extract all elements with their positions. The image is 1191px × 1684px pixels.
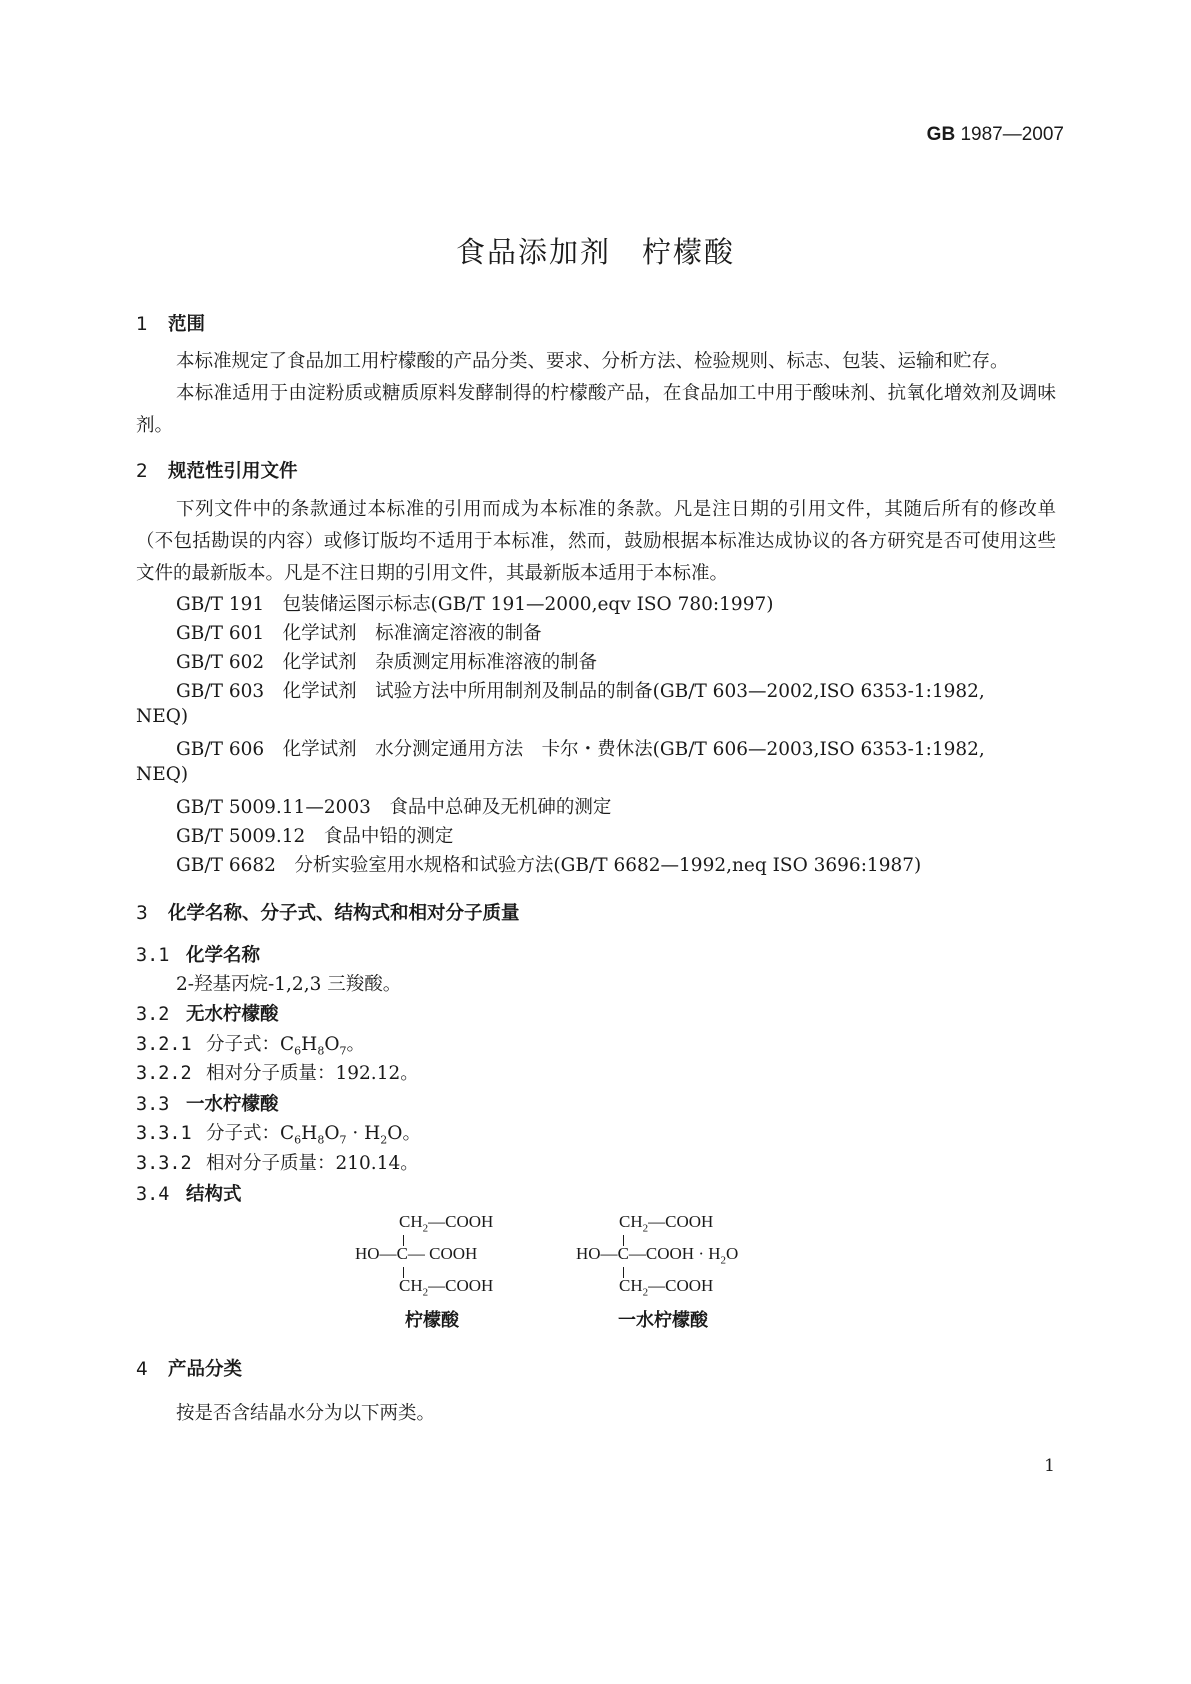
reference-item-continued: NEQ) [136,764,189,785]
subsection-3-2-1: 3.2.1 分子式：$C_6H_8O_7$。 [136,1034,365,1058]
section-1-paragraph-2: 本标准适用于由淀粉质或糖质原料发酵制得的柠檬酸产品，在食品加工中用于酸味剂、抗氧化增效剂及调味剂。 [136,383,1056,436]
structure-caption: 一水柠檬酸 [618,1310,708,1331]
molecular-formula: $C_6H_8O_7 \cdot H_2O$。 [280,1123,421,1147]
subsection-3-3-heading: 3.3 一水柠檬酸 [136,1094,279,1115]
standard-prefix: GB [926,124,956,145]
subsection-3-3-2: 3.3.2 相对分子质量：210.14。 [136,1153,419,1174]
page-number: 1 [1044,1456,1055,1476]
section-2-heading: 2 规范性引用文件 [136,461,298,482]
subsection-3-2-2: 3.2.2 相对分子质量：192.12。 [136,1063,419,1084]
reference-item: GB/T 606 化学试剂 水分测定通用方法 卡尔・费休法(GB/T 606—2003,ISO 6353-1:1982, [176,739,985,760]
structure-bottom-group: $CH_2—COOH$ [619,1276,714,1299]
section-1-paragraph-1: 本标准规定了食品加工用柠檬酸的产品分类、要求、分析方法、检验规则、标志、包装、运输和贮存。 [176,351,1009,372]
reference-item: GB/T 601 化学试剂 标准滴定溶液的制备 [176,623,542,644]
structure-middle-group: HO—C— COOH [355,1244,478,1263]
subsection-3-4-heading: 3.4 结构式 [136,1184,242,1205]
section-4-paragraph: 按是否含结晶水分为以下两类。 [176,1403,436,1424]
subsection-3-1-heading: 3.1 化学名称 [136,945,261,966]
section-1-heading: 1 范围 [136,314,206,335]
subsection-3-2-heading: 3.2 无水柠檬酸 [136,1004,279,1025]
reference-item: GB/T 5009.12 食品中铅的测定 [176,826,454,847]
structure-middle-group: HO—C—COOH · $H_2O$ [576,1244,739,1267]
structure-top-group: $CH_2—COOH$ [619,1212,714,1235]
document-title: 食品添加剂 柠檬酸 [455,235,735,269]
section-4-heading: 4 产品分类 [136,1359,243,1380]
structure-caption: 柠檬酸 [405,1310,459,1331]
reference-item: GB/T 603 化学试剂 试验方法中所用制剂及制品的制备(GB/T 603—2002,ISO 6353-1:1982, [176,681,985,702]
structure-bottom-group: $CH_2—COOH$ [399,1276,494,1299]
reference-item: GB/T 5009.11—2003 食品中总砷及无机砷的测定 [176,797,612,818]
reference-item: GB/T 6682 分析实验室用水规格和试验方法(GB/T 6682—1992,neq ISO 3696:1987) [176,855,922,876]
molecular-formula: $C_6H_8O_7$。 [280,1034,365,1058]
chemical-name-text: 2-羟基丙烷-1,2,3 三羧酸。 [176,974,402,995]
reference-item: GB/T 602 化学试剂 杂质测定用标准溶液的制备 [176,652,598,673]
section-3-heading: 3 化学名称、分子式、结构式和相对分子质量 [136,903,520,924]
reference-item: GB/T 191 包装储运图示标志(GB/T 191—2000,eqv ISO 780:1997) [176,594,774,615]
reference-item-continued: NEQ) [136,706,189,727]
subsection-3-3-1: 3.3.1 分子式：$C_6H_8O_7 \cdot H_2O$。 [136,1123,421,1147]
standard-number: 1987—2007 [960,124,1064,145]
standard-code [927,124,1064,146]
structure-top-group: $CH_2—COOH$ [399,1212,494,1235]
section-2-paragraph: 下列文件中的条款通过本标准的引用而成为本标准的条款。凡是注日期的引用文件，其随后所有的修改单（不包括勘误的内容）或修订版均不适用于本标准，然而，鼓励根据本标准达成协议的各方研究是否可使用这些文件的最新版本。凡是不注日期的引用文件，其最新版本适用于本标准。 [136,499,1056,584]
